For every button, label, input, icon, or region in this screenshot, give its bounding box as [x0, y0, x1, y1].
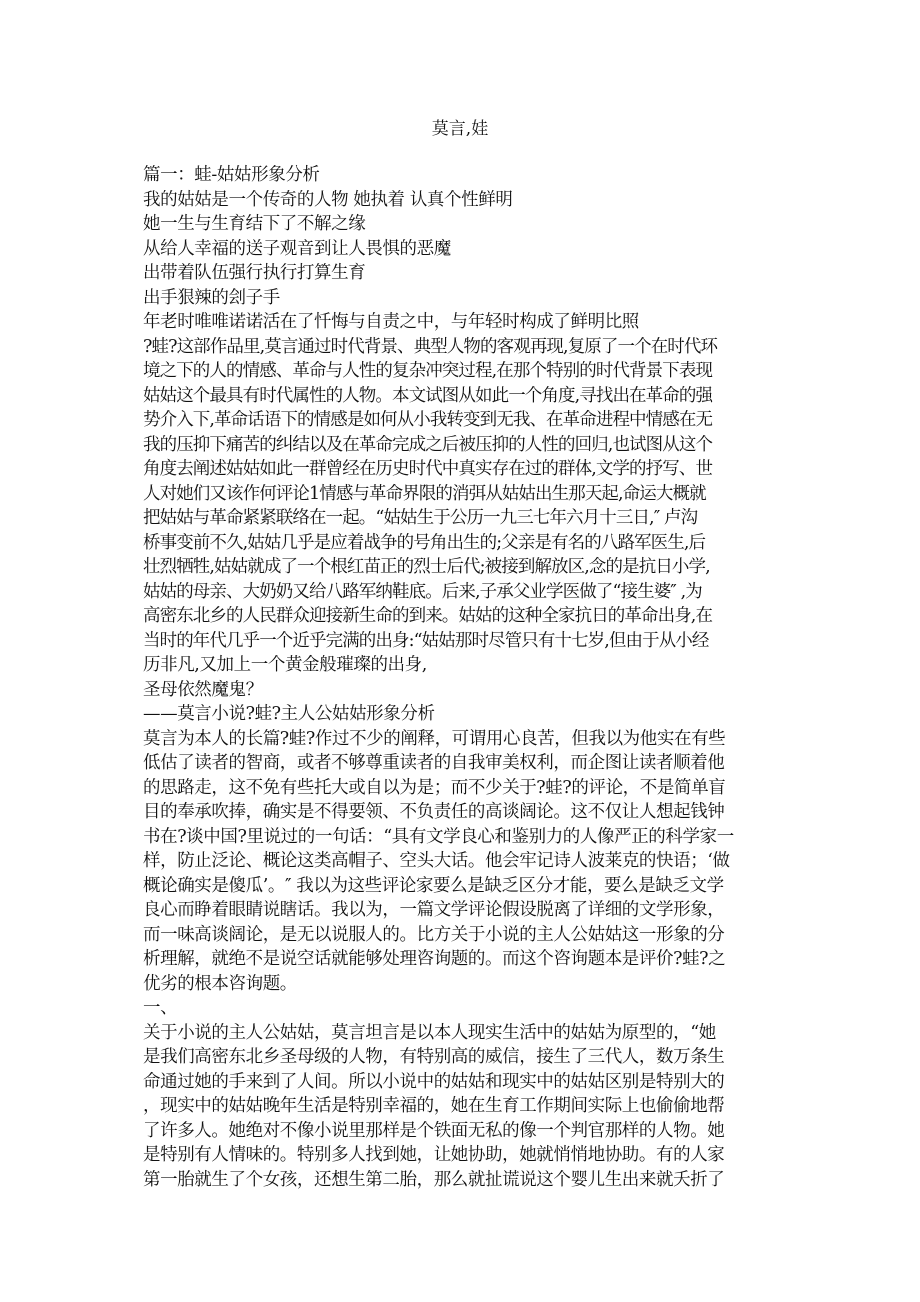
text-line: 莫言为本人的长篇?蛙?作过不少的阐释，可谓用心良苦，但我以为他实在有些 — [143, 728, 726, 749]
text-line: 角度去阐述姑姑如此一群曾经在历史时代中真实存在过的群体,文学的抒写、世 — [143, 459, 713, 479]
text-line: 低估了读者的智商，或者不够尊重读者的自我审美权利，而企图让读者顺着他 — [143, 753, 725, 773]
text-line: 把姑姑与革命紧紧联络在一起。“姑姑生于公历一九三七年六月十三日,″ 卢沟 — [143, 508, 698, 528]
text-line: 出手狠辣的刽子手 — [143, 287, 280, 308]
text-line: 我的压抑下痛苦的纠结以及在革命完成之后被压抑的人性的回归,也试图从这个 — [143, 434, 713, 455]
document-body — [143, 163, 779, 1192]
text-line: 圣母依然魔鬼？ — [143, 679, 263, 700]
text-line: 壮烈牺牲,姑姑就成了一个根红苗正的烈士后代;被接到解放区,念的是抗日小学, — [143, 557, 710, 577]
text-line: 良心而睁着眼睛说瞎话。我以为，一篇文学评论假设脱离了详细的文学形象， — [143, 900, 725, 920]
text-line: ?蛙?这部作品里,莫言通过时代背景、典型人物的客观再现,复原了一个在时代环 — [143, 336, 718, 357]
text-line: 第一胎就生了个女孩，还想生第二胎，那么就扯谎说这个婴儿生出来就夭折了 — [143, 1169, 725, 1190]
text-line: ，现实中的姑姑晚年生活是特别幸福的，她在生育工作期间实际上也偷偷地帮 — [143, 1096, 725, 1116]
text-line: 概论确实是傻瓜’。″ 我以为这些评论家要么是缺乏区分才能，要么是缺乏文学 — [143, 875, 724, 896]
text-line: 境之下的人的情感、革命与人性的复杂冲突过程,在那个特别的时代背景下表现 — [143, 361, 713, 381]
text-line: 她一生与生育结下了不解之缘 — [143, 214, 366, 234]
text-line: 关于小说的主人公姑姑，莫言坦言是以本人现实生活中的姑姑为原型的，“她 — [143, 1022, 716, 1043]
text-line: 样，防止泛论、概论这类高帽子、空头大话。他会牢记诗人波莱克的快语；‘做 — [143, 851, 730, 871]
text-line: 从给人幸福的送子观音到让人畏惧的恶魔 — [143, 238, 451, 259]
text-line: 姑姑这个最具有时代属性的人物。本文试图从如此一个角度,寻找出在革命的强 — [143, 385, 713, 406]
text-line: 人对她们又该作何评论1情感与革命界限的消弭从姑姑出生那天起,命运大概就 — [143, 483, 706, 504]
text-line: 一、 — [143, 998, 178, 1018]
text-line: 年老时唯唯诺诺活在了忏悔与自责之中，与年轻时构成了鲜明比照 — [143, 312, 639, 332]
text-line: 析理解，就绝不是说空话就能够处理咨询题的。而这个咨询题本是评价?蛙?之 — [143, 949, 726, 969]
text-line: 我的姑姑是一个传奇的人物 她执着 认真个性鲜明 — [143, 189, 513, 210]
text-line: 桥事变前不久,姑姑几乎是应着战争的号角出生的;父亲是有名的八路军医生,后 — [143, 532, 706, 553]
text-line: 而一味高谈阔论，是无以说服人的。比方关于小说的主人公姑姑这一形象的分 — [143, 924, 725, 945]
text-line: 历非凡,又加上一个黄金般璀璨的出身, — [143, 655, 427, 675]
text-line: 目的奉承吹捧，确实是不得要领、不负责任的高谈阔论。这不仅让人想起钱钟 — [143, 802, 725, 822]
text-line: 当时的年代几乎一个近乎完满的出身:“姑姑那时尽管只有十七岁,但由于从小经 — [143, 630, 709, 651]
text-line: 的思路走，这不免有些托大或自以为是；而不少关于?蛙?的评论，不是简单盲 — [143, 777, 726, 798]
text-line: 出带着队伍强行执行打算生育 — [143, 263, 366, 283]
text-line: 篇一：蛙-姑姑形象分析 — [143, 165, 320, 185]
text-line: 书在?谈中国?里说过的一句话：“具有文学良心和鉴别力的人像严正的科学家一 — [143, 826, 734, 847]
text-line: 了许多人。她绝对不像小说里那样是个铁面无私的像一个判官那样的人物。她 — [143, 1120, 725, 1141]
text-line: 优劣的根本咨询题。 — [143, 973, 297, 994]
text-line: 是特别有人情味的。特别多人找到她，让她协助，她就悄悄地协助。有的人家 — [143, 1145, 725, 1165]
text-line: 姑姑的母亲、大奶奶又给八路军纳鞋底。后来,子承父业学医做了“接生婆″ ,为 — [143, 581, 702, 602]
text-line: 是我们高密东北乡圣母级的人物，有特别高的威信，接生了三代人，数万条生 — [143, 1047, 725, 1067]
document-title: 莫言,娃 — [431, 119, 489, 139]
text-line: 势介入下,革命话语下的情感是如何从小我转变到无我、在革命进程中情感在无 — [143, 410, 713, 430]
text-line: ——莫言小说?蛙?主人公姑姑形象分析 — [143, 704, 435, 724]
text-line: 高密东北乡的人民群众迎接新生命的到来。姑姑的这种全家抗日的革命出身,在 — [143, 606, 713, 626]
text-line: 命通过她的手来到了人间。所以小说中的姑姑和现实中的姑姑区别是特别大的 — [143, 1071, 725, 1092]
